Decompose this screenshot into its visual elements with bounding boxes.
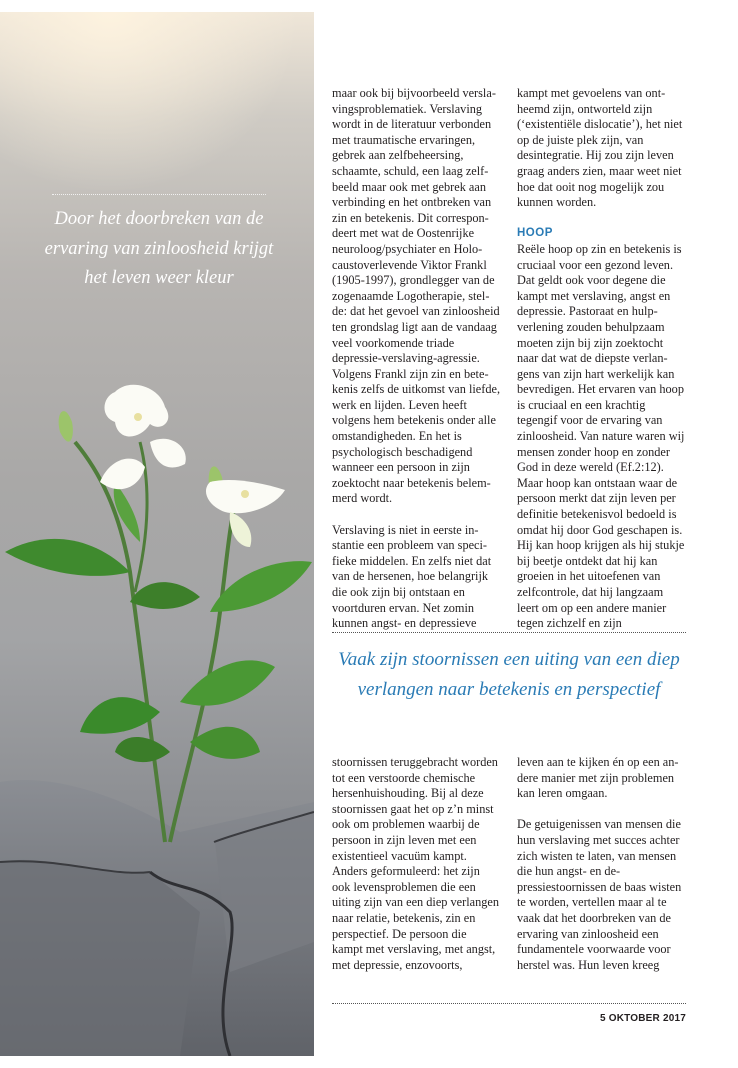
section-heading-hoop: HOOP	[517, 227, 553, 240]
paragraph: kampt met gevoelens van ontheemd zijn, ontworteld zijn (‘existentiële dislocatie’), het niet op de juiste plek zijn, van desintegratie. Hij zou zijn leven graag anders zien, maar weet niet hoe dat ooit nog mogelijk zou kunnen worden.	[517, 86, 683, 210]
article-pull-quote: Vaak zijn stoornissen een uiting van een diep verlangen naar betekenis en perspectief	[338, 649, 680, 700]
paragraph-hoop	[517, 226, 685, 631]
pull-quote-top-divider	[332, 632, 686, 633]
paragraph: leven aan te kijken én op een andere manier met zijn problemen kan leren omgaan.	[517, 755, 679, 801]
quote-divider	[52, 194, 266, 195]
flower-photo	[0, 12, 314, 1056]
footer-divider	[332, 1003, 686, 1004]
photo-quote-text: Door het doorbreken van de ervaring van zinloosheid krijgt het leven weer kleur	[44, 209, 274, 288]
paragraph: Verslaving is niet in eerste instantie een probleem van specifieke middelen. En zelfs niet dat van de hersenen, hoe belangrijk die ook zijn bij ontstaan en voortduren ervan. Net zomin kunnen angst- en depressieve	[332, 522, 492, 631]
paragraph-text: Reële hoop op zin en betekenis is cruciaal voor een gezond leven. Dat geldt ook voor degene die kampt met verslaving, angst en depressie. Pastoraat en hulpverlening zouden behulpzaam moeten zijn bij zijn zoektocht naar dat wat de diepste verlangens van zijn hart werkelijk kan bevredigen. Het ervaren van hoop is cruciaal en een krachtig tegengif voor de ervaring van zinloosheid. Van nature waren wij mensen zonder hoop en zonder God in deze wereld (Ef.2:12). Maar hoop kan ontstaan waar de persoon merkt dat zijn leven per definitie betekenisvol bedoeld is omdat hij door God geschapen is. Hij kan hoop krijgen als hij stukje bij beetje ontdekt dat hij kan groeien in het uitoefenen van zelfcontrole, dat hij langzaam leert om op een andere manier tegen zichzelf en zijn	[517, 241, 685, 631]
issue-date: 5 OKTOBER 2017	[600, 1013, 686, 1024]
flower-illustration	[0, 12, 314, 1056]
paragraph: De getuigenissen van mensen die hun verslaving met succes achter zich wisten te laten, van mensen die hun angst- en depressiestoornissen de baas wisten te worden, vertellen maar al te vaak dat het doorbreken van de ervaring van zinloosheid een fundamentele voorwaarde voor herstel was. Hun leven kreeg	[517, 817, 682, 972]
article-column-4	[517, 755, 685, 973]
article-column-3	[332, 755, 500, 973]
article-column-2	[517, 86, 685, 632]
paragraph: maar ook bij bijvoorbeeld verslavingsproblematiek. Verslaving wordt in de literatuur verbonden met traumatische ervaringen, gebrek aan zelfbeheersing, schaamte, schuld, een laag zelfbeeld maar ook met gebrek aan verbinding en het ontbreken van zin en betekenis. Dit correspondeert met wat de Oostenrijke neuroloog/psychiater en Holocaustoverlevende Viktor Frankl (1905-1997), grondlegger van de zogenaamde Logotherapie, stelde: dat het gevoel van zinloosheid ten grondslag ligt aan de vandaag veel voorkomende triade depressie-verslaving-agressie. Volgens Frankl zijn zin en betekenis zelfs de uitkomst van liefde, werk en lijden. Leven heeft volgens hem betekenis onder alle omstandigheden. En het is psychologisch beschadigend wanneer een persoon in zijn zoektocht naar betekenis belemmerd wordt.	[332, 86, 501, 506]
paragraph: stoornissen teruggebracht worden tot een verstoorde chemische hersenhuishouding. Bij al deze stoornissen gaat het op z’n minst ook om problemen waarbij de persoon in zijn leven met een existentieel vacuüm kampt. Anders geformuleerd: het zijn ook levensproblemen die een uiting zijn van een diep verlangen naar relatie, betekenis, zin en perspectief. De persoon die kampt met verslaving, met angst, met depressie, enzovoorts,	[332, 755, 499, 972]
photo-pull-quote	[36, 194, 282, 294]
article-column-1	[332, 86, 500, 632]
